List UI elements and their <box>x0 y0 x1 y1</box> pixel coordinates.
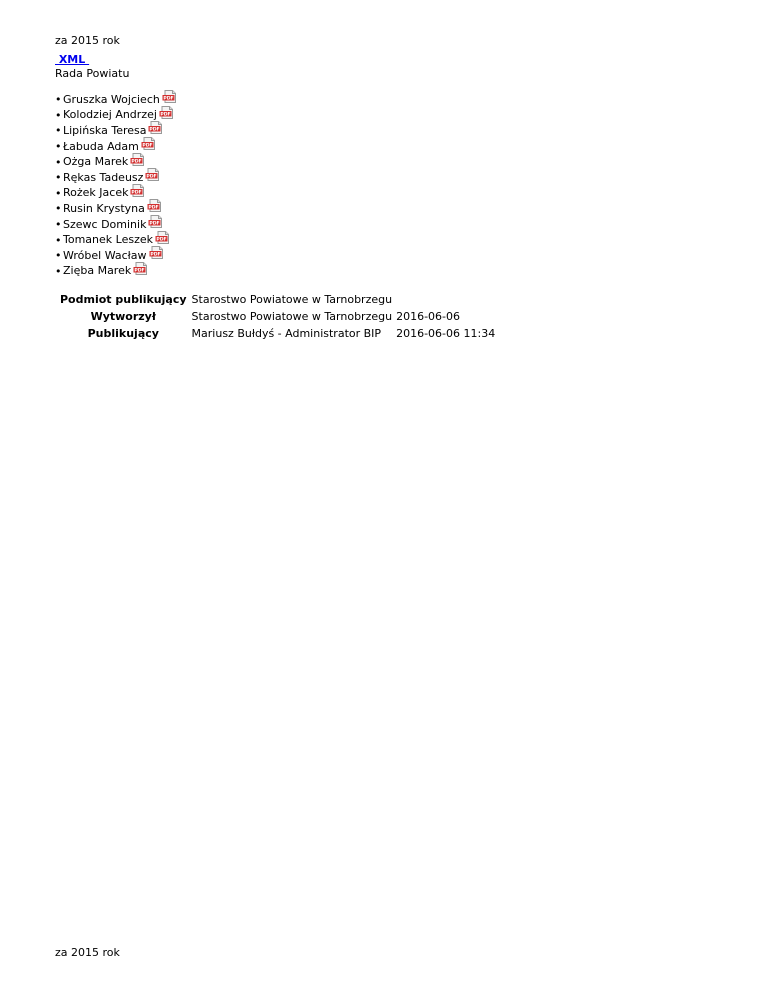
person-name: Łabuda Adam <box>63 139 139 153</box>
svg-text:PDF: PDF <box>148 205 159 211</box>
page-footer-period: za 2015 rok <box>55 946 120 959</box>
list-item <box>55 264 177 280</box>
svg-text:PDF: PDF <box>149 221 161 227</box>
bullet-icon: • <box>55 93 62 107</box>
person-name: Kolodziej Andrzej <box>63 108 157 122</box>
bullet-icon: • <box>55 233 62 247</box>
list-item <box>55 170 177 186</box>
pdf-icon[interactable] <box>141 137 156 150</box>
creator-label: Wytworzył <box>90 309 156 323</box>
pdf-icon[interactable] <box>147 199 162 212</box>
list-item <box>55 123 177 139</box>
pdf-icon[interactable] <box>145 168 160 181</box>
page-header-period: za 2015 rok <box>55 34 120 47</box>
bullet-icon: • <box>55 155 62 169</box>
xml-link[interactable]: XML <box>55 53 90 66</box>
bullet-icon: • <box>55 264 62 278</box>
bullet-icon: • <box>55 108 62 122</box>
published-by-label: Publikujący <box>87 326 159 340</box>
svg-text:PDF: PDF <box>156 236 167 242</box>
bullet-icon: • <box>55 249 62 263</box>
bullet-icon: • <box>55 186 62 200</box>
pdf-icon[interactable] <box>130 184 145 197</box>
people-list <box>55 92 177 279</box>
published-date: 2016-06-06 11:34 <box>396 326 496 340</box>
list-item <box>55 139 177 155</box>
person-name: Rękas Tadeusz <box>63 170 144 184</box>
publisher-extra <box>394 291 497 308</box>
bullet-icon: • <box>55 140 62 154</box>
metadata-table <box>58 291 497 342</box>
creator-row <box>58 308 497 325</box>
svg-text:PDF: PDF <box>142 143 153 149</box>
pdf-icon[interactable] <box>162 90 177 103</box>
bullet-icon: • <box>55 218 62 232</box>
svg-text:PDF: PDF <box>146 174 158 180</box>
svg-text:PDF: PDF <box>131 158 142 164</box>
creator-value: Starostwo Powiatowe w Tarnobrzegu <box>191 309 393 323</box>
svg-text:PDF: PDF <box>131 190 143 196</box>
svg-text:PDF: PDF <box>163 96 174 102</box>
person-name: Gruszka Wojciech <box>63 92 160 106</box>
published-by-value: Mariusz Bułdyś - Administrator BIP <box>191 326 382 340</box>
person-name: Rusin Krystyna <box>63 201 145 215</box>
person-name: Zięba Marek <box>63 264 132 278</box>
pdf-icon[interactable] <box>148 215 163 228</box>
publisher-row <box>58 291 497 308</box>
pdf-icon[interactable] <box>133 262 148 275</box>
published-by-row <box>58 325 497 342</box>
bullet-icon: • <box>55 171 62 185</box>
creator-date: 2016-06-06 <box>396 309 461 323</box>
svg-text:PDF: PDF <box>134 268 145 274</box>
publisher-label: Podmiot publikujący <box>60 292 187 306</box>
bullet-icon: • <box>55 202 62 216</box>
pdf-icon[interactable] <box>149 246 164 259</box>
bullet-icon: • <box>55 124 62 138</box>
person-name: Rożek Jacek <box>63 186 129 200</box>
person-name: Ożga Marek <box>63 155 129 169</box>
list-item <box>55 248 177 264</box>
pdf-icon[interactable] <box>148 121 163 134</box>
person-name: Szewc Dominik <box>63 217 147 231</box>
svg-text:PDF: PDF <box>149 127 161 133</box>
person-name: Tomanek Leszek <box>63 233 153 247</box>
publisher-value: Starostwo Powiatowe w Tarnobrzegu <box>191 292 393 306</box>
svg-text:PDF: PDF <box>149 252 161 258</box>
pdf-icon[interactable] <box>155 231 170 244</box>
section-title: Rada Powiatu <box>55 67 130 80</box>
person-name: Wróbel Wacław <box>63 248 147 262</box>
svg-text:PDF: PDF <box>160 112 171 118</box>
pdf-icon[interactable] <box>130 153 145 166</box>
pdf-icon[interactable] <box>159 106 174 119</box>
person-name: Lipińska Teresa <box>63 123 147 137</box>
